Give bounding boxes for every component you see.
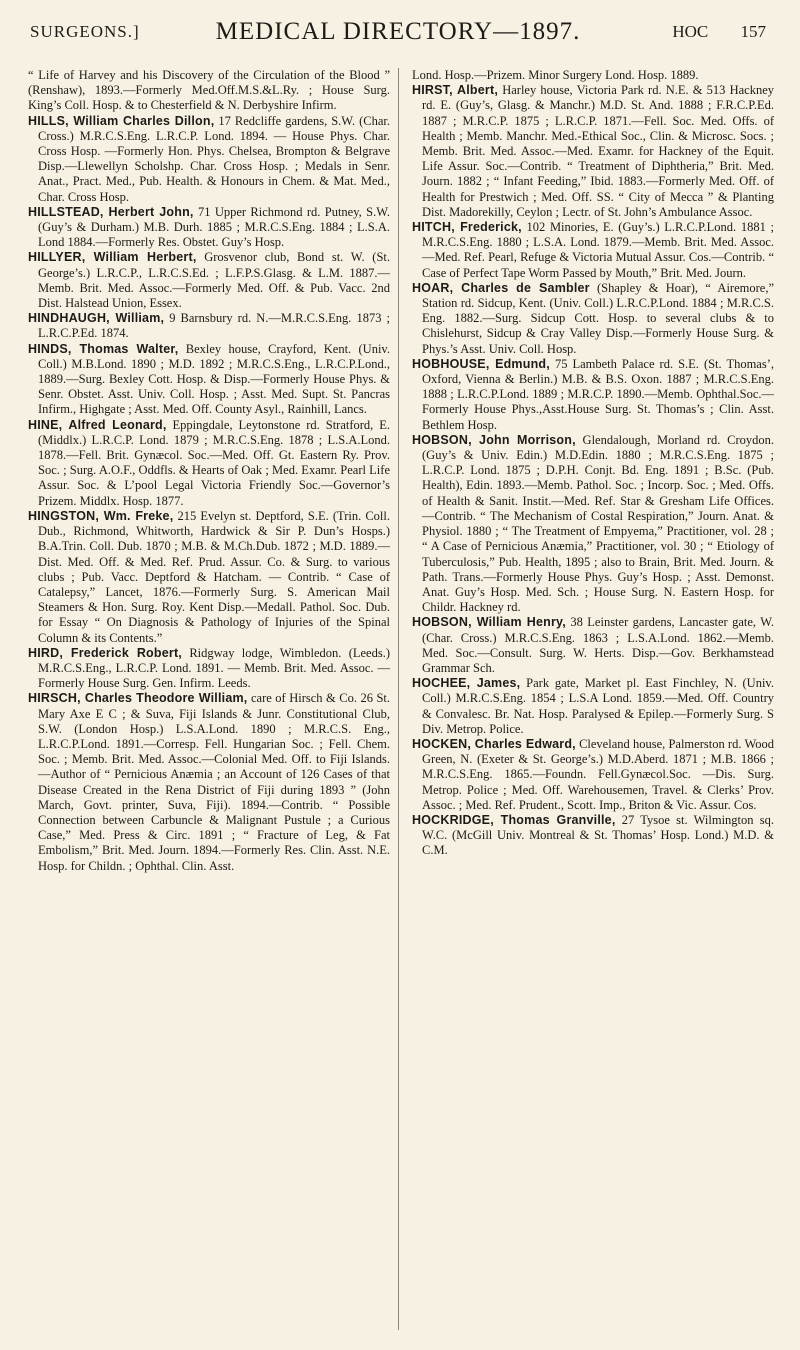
index-code: HOC	[672, 22, 709, 41]
entry-name: HOCHEE, James,	[412, 676, 521, 691]
directory-entry	[412, 737, 774, 813]
entry-name: HINE, Alfred Leonard,	[28, 417, 167, 432]
entry-details: Park gate, Market pl. East Finchley, N. (Univ. Coll.) M.R.C.S.Eng. 1854 ; L.S.A Lond. 1859.—Med. Off. Country & Convalesc. Br. Nat. Hosp. Paralysed & Epilep.—Formerly Surg. S Div. Metrop. Police.	[422, 676, 774, 736]
column-divider	[398, 68, 399, 1330]
entry-details: Ridgway lodge, Wimbledon. (Leeds.) M.R.C.S.Eng., L.R.C.P. Lond. 1891. — Memb. Brit. Med. Assoc. — Formerly House Surg. Gen. Infirm. Leeds.	[38, 645, 390, 691]
directory-entry	[28, 418, 390, 509]
entry-name: HIRSCH, Charles Theodore William,	[28, 691, 248, 706]
entry-name: HITCH, Frederick,	[412, 220, 522, 235]
entry-name: HOAR, Charles de Sambler	[412, 280, 590, 295]
directory-entry	[28, 114, 390, 205]
entry-details: 17 Redcliffe gardens, S.W. (Char. Cross.) M.R.C.S.Eng. L.R.C.P. Lond. 1894. — House Phys. Char. Cross Hosp. —Formerly Hon. Phys. Chelsea, Brompton & Belgrave Disp.—Llewellyn Scholshp. Char. Cross Hosp. ; Medals in Senr. Anat., Pract. Med., Pub. Health. & Honours in Chem. & Mat. Med., Char. Cross Hosp.	[38, 113, 390, 204]
right-column	[412, 68, 774, 1330]
directory-entry	[28, 342, 390, 418]
entry-name: HIRST, Albert,	[412, 83, 499, 98]
directory-entry	[28, 646, 390, 692]
entry-name: HIRD, Frederick Robert,	[28, 645, 182, 660]
directory-entry	[28, 68, 390, 114]
entry-details: Harley house, Victoria Park rd. N.E. & 513 Hackney rd. E. (Guy’s, Glasg. & Manchr.) M.D. St. And. 1888 ; F.R.C.P.Ed. 1887 ; M.R.C.P. 1875 ; L.R.C.P. 1871.—Fell. Soc. Med. Offs. of Health ; Memb. Manchr. Med.-Ethical Soc., Clin. & Microsc. Socs. ; Memb. Brit. Med. Assoc.—Med. Examr. for Hackney of the Equit. Life Assur. Soc.—Contrib. “ Treatment of Diphtheria,” Brit. Med. Journ. 1882 ; “ Infant Feeding,” Ibid. 1883.—Formerly Med. Off. of Health for Prestwich ; Med. Off. SS. “ City of Mecca ” & Planting Dist. Madorekilly, Ceylon ; Lectr. of St. John’s Ambulance Assoc.	[422, 83, 774, 219]
entry-name: HILLSTEAD, Herbert John,	[28, 204, 194, 219]
directory-entry	[412, 83, 774, 220]
directory-entry	[28, 205, 390, 251]
entry-name: HILLS, William Charles Dillon,	[28, 113, 215, 128]
directory-entry	[412, 615, 774, 676]
entry-details: Glendalough, Morland rd. Croydon. (Guy’s & Univ. Edin.) M.D.Edin. 1880 ; M.R.C.S.Eng. 1875 ; L.R.C.P. Lond. 1875 ; D.P.H. Conjt. Bd. Eng. 1891 ; B.Sc. (Pub. Health), Edin. 1893.—Memb. Pathol. Soc. ; Incorp. Soc. ; Med. Offs. of Health & Sanit. Instit.—Med. Ref. Star & Gresham Life Offices. —Contrib. “ The Mechanism of Costal Respiration,” Journ. Anat. & Physiol. 1880 ; “ The Treatment of Empyema,” Practitioner, vol. 28 ; “ A Case of Pernicious Anæmia,” Practitioner, vol. 30 ; “ Etiology of Tuberculosis,” Pub. Health, 1895 ; also to Brain, Brit. Med. Journ. & Path. Trans.—Formerly House Phys. Guy’s Hosp. ; Asst. Demonst. Anat. Guy’s Hosp. Med. Sch. ; House Surg. N. Eastern Hosp. for Childr. Hackney rd.	[422, 432, 774, 615]
directory-entry	[28, 509, 390, 646]
entry-name: HOCKEN, Charles Edward,	[412, 736, 576, 751]
directory-entry	[28, 691, 390, 873]
entry-name: HINDS, Thomas Walter,	[28, 341, 179, 356]
entry-details: 9 Barnsbury rd. N.—M.R.C.S.Eng. 1873 ; L.R.C.P.Ed. 1874.	[38, 311, 390, 341]
entry-name: HOBSON, William Henry,	[412, 615, 566, 630]
entry-details: Grosvenor club, Bond st. W. (St. George’s.) L.R.C.P., L.R.C.S.Ed. ; L.F.P.S.Glasg. & L.M. 1887.—Memb. Brit. Med. Assoc.—Formerly Med. Off. & Pub. Vacc. 2nd Dist. Halstead Union, Essex.	[38, 250, 390, 311]
left-column	[28, 68, 390, 1330]
page-title: MEDICAL DIRECTORY—1897.	[215, 18, 581, 45]
entry-details: Eppingdale, Leytonstone rd. Stratford, E. (Middlx.) L.R.C.P. Lond. 1879 ; M.R.C.S.Eng. 1878 ; L.S.A.Lond. 1878.—Fell. Brit. Gynæcol. Soc.—Med. Off. Gt. Eastern Ry. Prov. Soc. ; Surg. A.O.F., Oddfls. & Hearts of Oak ; Med. Examr. Pearl Life Assur. Soc. & L’pool Legal Victoria Friendly Soc.—Governor’s Prizem. Middlx. Hosp. 1877.	[38, 417, 390, 508]
entry-details: 102 Minories, E. (Guy’s.) L.R.C.P.Lond. 1881 ; M.R.C.S.Eng. 1880 ; L.S.A. Lond. 1879.—Memb. Brit. Med. Assoc.—Med. Ref. Pearl, Refuge & Victoria Mutual Assur. Cos.—Contrib. “ Case of Perfect Tape Worm Passed by Mouth,” Brit. Med. Journ.	[422, 220, 774, 280]
directory-entry	[412, 281, 774, 357]
page-number-block	[644, 22, 766, 42]
directory-entry	[28, 250, 390, 311]
page-number: 157	[740, 22, 766, 41]
entry-name: HINGSTON, Wm. Freke,	[28, 508, 174, 523]
running-header	[30, 18, 766, 52]
entry-details: 38 Leinster gardens, Lancaster gate, W. (Char. Cross.) M.R.C.S.Eng. 1863 ; L.S.A.Lond. 1862.—Memb. Med. Soc.—Consult. Surg. W. Herts. Disp.—Gov. Berkhamstead Grammar Sch.	[422, 615, 774, 675]
entry-details: Cleveland house, Palmerston rd. Wood Green, N. (Exeter & St. George’s.) M.D.Aberd. 1871 ; M.B. 1866 ; M.R.C.S.Eng. 1865.—Foundn. Fell.Gynæcol.Soc. —Dis. Surg. Metrop. Police ; Med. Off. Warehousemen, Travel. & Clerks’ Prov. Assoc. ; Med. Ref. Prudent., Scott. Imp., Briton & Vic. Assur. Cos.	[422, 736, 774, 812]
directory-entry	[412, 676, 774, 737]
entry-details: Lond. Hosp.—Prizem. Minor Surgery Lond. Hosp. 1889.	[412, 68, 699, 82]
section-label: SURGEONS.]	[30, 22, 140, 41]
entry-details: 215 Evelyn st. Deptford, S.E. (Trin. Coll. Dub., Richmond, Whitworth, Hardwick & Sir P. Dun’s Hosps.) B.A.Trin. Coll. Dub. 1870 ; M.B. & M.Ch.Dub. 1872 ; M.D. 1889.—Dist. Med. Off. & Med. Ref. Prud. Assur. Co. & Surg. to various clubs ; Pub. Vacc. Deptford & Hatcham. — Contrib. “ Case of Catalepsy,” Lancet, 1876.—Formerly Surg. S. American Mail Steamers & Hon. Surg. Roy. Kent Disp.—Medall. Pathol. Soc. Dub. for Essay “ On Diagnosis & Pathology of Injuries of the Spinal Column & its Contents.”	[38, 508, 390, 645]
entry-details: 27 Tysoe st. Wilmington sq. W.C. (McGill Univ. Montreal & St. Thomas’ Hosp. Lond.) M.D. & C.M.	[422, 812, 774, 858]
entry-name: HOBSON, John Morrison,	[412, 432, 576, 447]
entry-details: (Shapley & Hoar), “ Airemore,” Station rd. Sidcup, Kent. (Univ. Coll.) L.R.C.P.Lond. 1884 ; M.R.C.S. Eng. 1882.—Surg. Sidcup Cott. Hosp. to several clubs & to Chislehurst, Sidcup & Cray Valley Disp.—Formerly House Surg. & Phys.’s Asst. Univ. Coll. Hosp.	[422, 280, 774, 356]
directory-entry	[28, 311, 390, 341]
entry-details: care of Hirsch & Co. 26 St. Mary Axe E C ; & Suva, Fiji Islands & Junr. Constitutional Club, S.W. (London Hosp.) L.S.A.Lond. 1890 ; M.R.C.S. Eng., L.R.C.P.Lond. 1891.—Corresp. Fell. Hungarian Soc. ; Fell. Chem. Soc. ; Memb. Brit. Med. Assoc.—Colonial Med. Off. to Fiji Islands.—Author of “ Pernicious Anæmia ; an Account of 126 Cases of that Disease Created in the Rena District of Fiji during 1893 ” (John March, Govt. printer, Suva, Fiji). 1894.—Contrib. “ Possible Connection between Carbuncle & Malignant Pustule ; a Curious Case,” Med. Press & Circ. 1891 ; “ Fracture of Leg, & Fat Embolism,” Brit. Med. Journ. 1894.—Formerly Res. Clin. Asst. N.E. Hosp. for Childn. ; Ophthal. Clin. Asst.	[38, 691, 390, 873]
entry-name: HILLYER, William Herbert,	[28, 250, 197, 265]
directory-entry	[412, 433, 774, 615]
directory-entry	[412, 813, 774, 859]
entry-name: HINDHAUGH, William,	[28, 311, 165, 326]
entry-details: 71 Upper Richmond rd. Putney, S.W. (Guy’s & Durham.) M.B. Durh. 1885 ; M.R.C.S.Eng. 1884 ; L.S.A. Lond 1884.—Formerly Res. Obstet. Guy’s Hosp.	[38, 204, 390, 250]
entry-name: HOCKRIDGE, Thomas Granville,	[412, 812, 616, 827]
entry-details: Bexley house, Crayford, Kent. (Univ. Coll.) M.B.Lond. 1890 ; M.D. 1892 ; M.R.C.S.Eng., L.R.C.P.Lond., 1889.—Surg. Bexley Cott. Hosp. & Disp.—Formerly House Phys. & Senr. Obstet. Asst. Univ. Coll. Hosp. ; Asst. Med. Supt. St. Pancras Infirm., Highgate ; Asst. Med. Off. County Asyl., Rainhill, Lancs.	[38, 341, 390, 417]
entry-details: “ Life of Harvey and his Discovery of the Circulation of the Blood ” (Renshaw), 1893.—Formerly Med.Off.M.S.&L.Ry. ; House Surg. King’s Coll. Hosp. & to Chesterfield & N. Derbyshire Infirm.	[28, 68, 390, 113]
entry-name: HOBHOUSE, Edmund,	[412, 356, 550, 371]
directory-entry	[412, 357, 774, 433]
directory-entry	[412, 68, 774, 83]
directory-entry	[412, 220, 774, 281]
entry-details: 75 Lambeth Palace rd. S.E. (St. Thomas’, Oxford, Vienna & Berlin.) M.B. & B.S. Oxon. 1887 ; M.R.C.S.Eng. 1888 ; L.R.C.P.Lond. 1889 ; M.R.C.P. 1890.—Memb. Ophthal.Soc.—Formerly House Phys.,Asst.House Surg. St. Thomas’s ; Clin. Asst. Bethlem Hosp.	[422, 356, 774, 432]
